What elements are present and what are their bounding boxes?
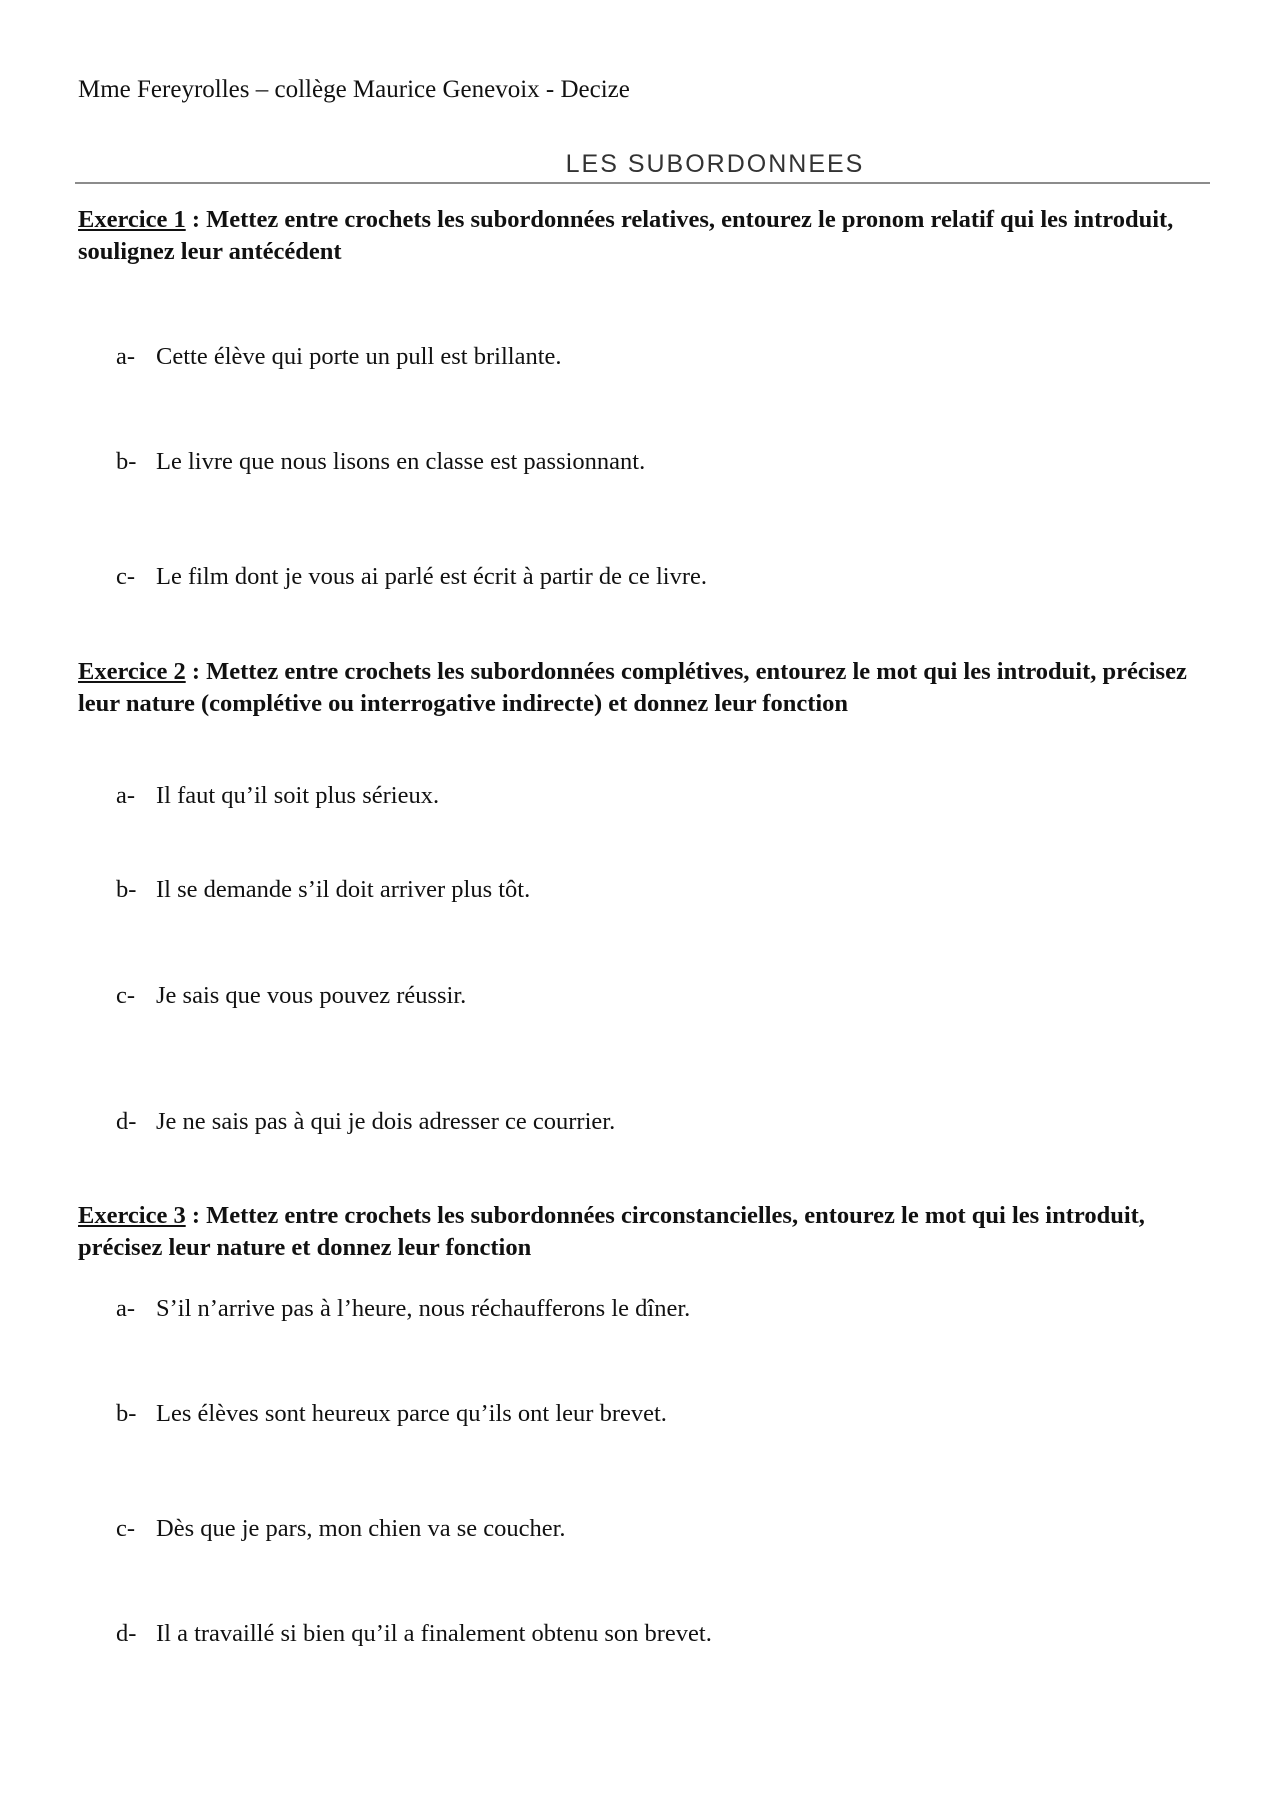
- page-title: LES SUBORDONNEES: [565, 150, 865, 178]
- item-letter: c-: [116, 563, 136, 590]
- exercise-2-item-a: [116, 782, 439, 810]
- item-sentence: Je ne sais pas à qui je dois adresser ce courrier.: [156, 1108, 616, 1135]
- exercise-3-text: Mettez entre crochets les subordonnées circonstancielles, entourez le mot qui les introduit, précisez leur nature et donnez leur fonction: [78, 1202, 1145, 1261]
- item-sentence: Il se demande s’il doit arriver plus tôt.: [156, 876, 531, 903]
- exercise-3-separator: :: [185, 1202, 207, 1229]
- exercise-2-separator: :: [185, 658, 207, 685]
- item-letter: a-: [116, 343, 136, 370]
- exercise-1-label: Exercice 1: [78, 206, 186, 233]
- item-letter: a-: [116, 782, 136, 809]
- exercise-3-item-a: [116, 1295, 690, 1323]
- item-sentence: Le film dont je vous ai parlé est écrit à partir de ce livre.: [156, 563, 708, 590]
- item-sentence: Cette élève qui porte un pull est brillante.: [156, 343, 562, 370]
- exercise-3-item-c: [116, 1515, 566, 1543]
- exercise-2-label: Exercice 2: [78, 658, 186, 685]
- item-letter: b-: [116, 448, 137, 475]
- item-letter: d-: [116, 1620, 137, 1647]
- item-letter: c-: [116, 982, 136, 1009]
- exercise-1-instruction: [78, 204, 1208, 268]
- exercise-3-item-b: [116, 1400, 667, 1428]
- item-sentence: Il faut qu’il soit plus sérieux.: [156, 782, 440, 809]
- exercise-1-item-b: [116, 448, 645, 476]
- exercise-2-text: Mettez entre crochets les subordonnées complétives, entourez le mot qui les introduit, précisez leur nature (complétive ou interrogative indirecte) et donnez leur fonction: [78, 658, 1187, 717]
- exercise-3-label: Exercice 3: [78, 1202, 186, 1229]
- item-sentence: Il a travaillé si bien qu’il a finalement obtenu son brevet.: [156, 1620, 712, 1647]
- exercise-1-item-a: [116, 343, 562, 371]
- exercise-3-item-d: [116, 1620, 712, 1648]
- exercise-3-instruction: [78, 1200, 1208, 1264]
- item-sentence: S’il n’arrive pas à l’heure, nous réchaufferons le dîner.: [156, 1295, 691, 1322]
- page-title-wrapper: [0, 150, 1280, 179]
- item-sentence: Dès que je pars, mon chien va se coucher.: [156, 1515, 566, 1542]
- author-line: Mme Fereyrolles – collège Maurice Genevoix - Decize: [78, 76, 630, 103]
- exercise-1-separator: :: [185, 206, 207, 233]
- item-letter: b-: [116, 876, 137, 903]
- title-divider: [75, 182, 1210, 184]
- item-sentence: Je sais que vous pouvez réussir.: [156, 982, 467, 1009]
- exercise-2-item-b: [116, 876, 530, 904]
- item-letter: b-: [116, 1400, 137, 1427]
- item-letter: c-: [116, 1515, 136, 1542]
- item-sentence: Les élèves sont heureux parce qu’ils ont leur brevet.: [156, 1400, 667, 1427]
- exercise-1-text: Mettez entre crochets les subordonnées relatives, entourez le pronom relatif qui les introduit, soulignez leur antécédent: [78, 206, 1174, 265]
- exercise-2-instruction: [78, 656, 1208, 720]
- item-letter: d-: [116, 1108, 137, 1135]
- exercise-2-item-d: [116, 1108, 615, 1136]
- item-sentence: Le livre que nous lisons en classe est passionnant.: [156, 448, 646, 475]
- exercise-1-item-c: [116, 563, 707, 591]
- item-letter: a-: [116, 1295, 136, 1322]
- exercise-2-item-c: [116, 982, 466, 1010]
